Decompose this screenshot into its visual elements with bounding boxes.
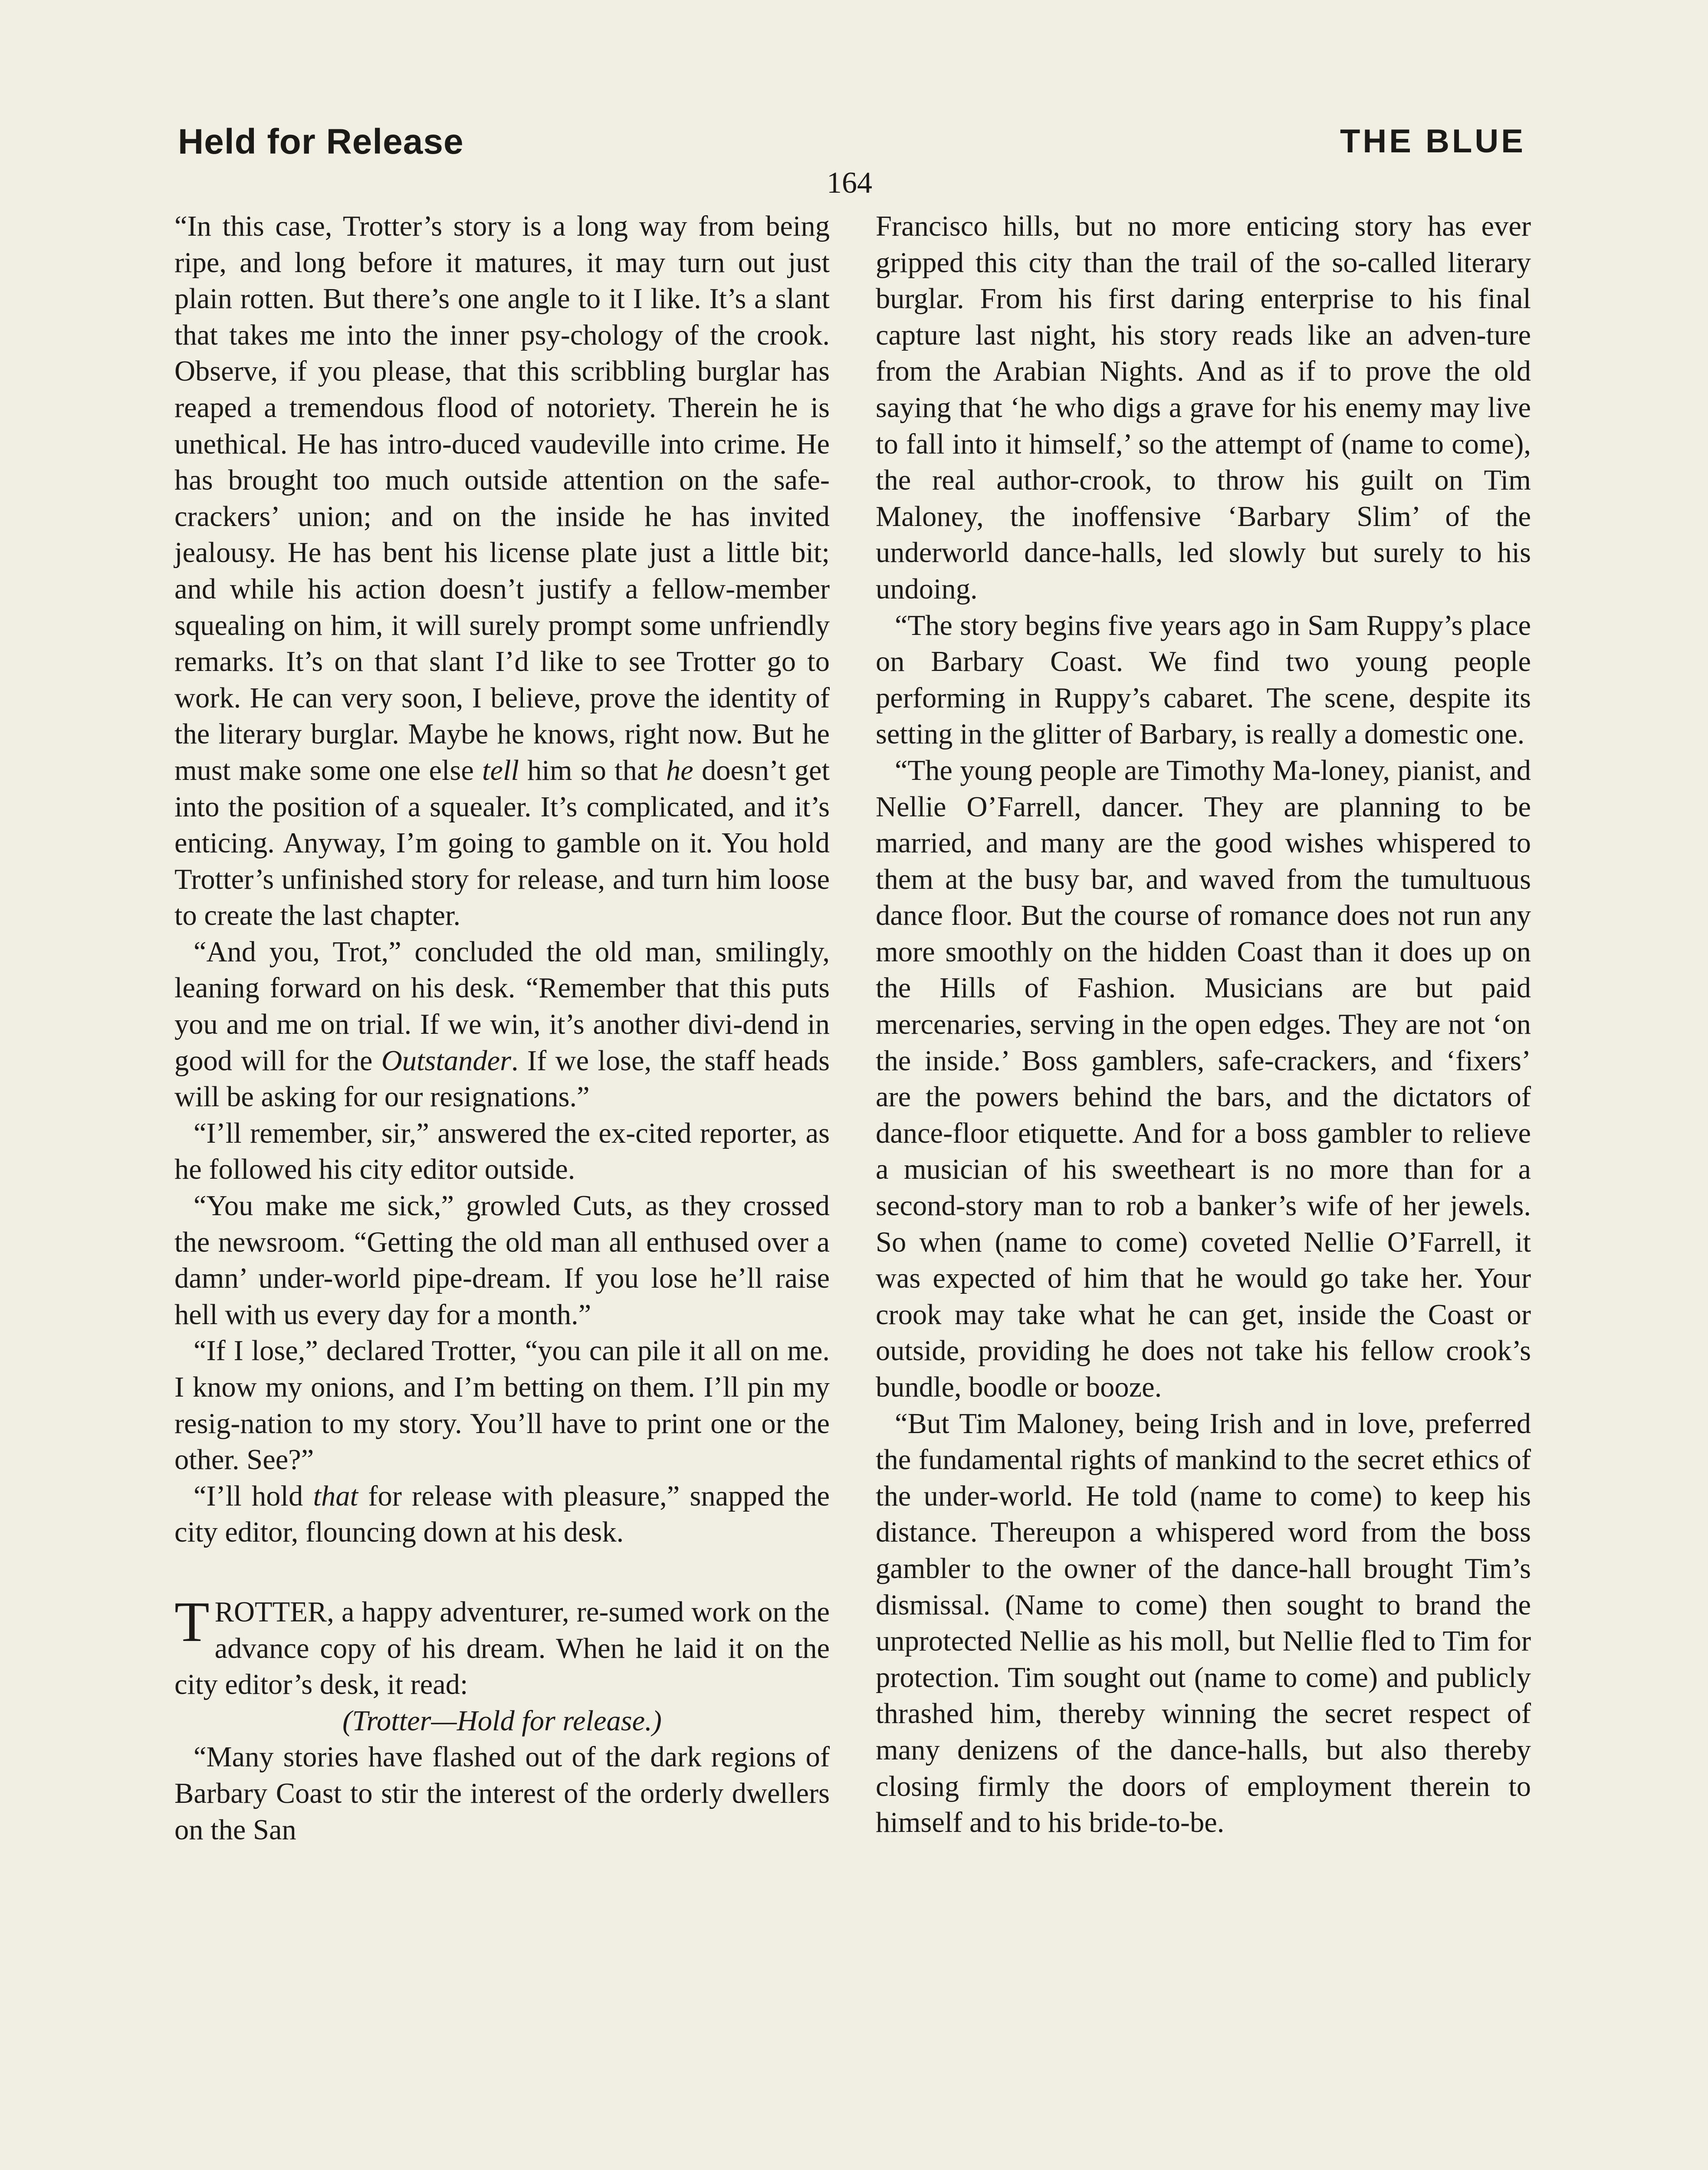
drop-cap: T bbox=[174, 1589, 210, 1654]
paragraph: “The young people are Timothy Ma-loney, pianist, and Nellie O’Farrell, dancer. They are planning to be married, and many are the good wishes whispered to them at the busy bar, and waved from the tumultuous dance floor. But the course of romance does not run any more smoothly on the hidden Coast than it does up on the Hills of Fashion. Musicians are but paid mercenaries, serving in the open edges. They are not ‘on the inside.’ Boss gamblers, safe-crackers, and ‘fixers’ are the powers behind the bars, and the dictators of dance-floor etiquette. And for a boss gambler to relieve a musician of his sweetheart is no more than for a second-story man to rob a banker’s wife of her jewels. So when (name to come) coveted Nellie O’Farrell, it was expected of him that he would go take her. Your crook may take what he can get, inside the Coast or outside, providing he does not take his fellow crook’s bundle, boodle or booze. bbox=[876, 754, 1531, 1403]
paragraph: “In this case, Trotter’s story is a long way from being ripe, and long before it matures, it may turn out just plain rotten. But there’s one angle to it I like. It’s a slant that takes me into the inner psy-chology of the crook. Observe, if you please, that this scribbling burglar has reaped a tremendous flood of notoriety. Therein he is unethical. He has intro-duced vaudeville into crime. He has brought too much outside attention on the safe-crackers’ union; and on the inside he has invited jealousy. He has bent his license plate just a little bit; and while his action doesn’t justify a fellow-member squealing on him, it will surely prompt some unfriendly remarks. It’s on that slant I’d like to see Trotter go to work. He can very soon, I believe, prove the identity of the literary burglar. Maybe he knows, right now. But he must make some one else tell him so that he doesn’t get into the position of a squealer. It’s complicated, and it’s enticing. Anyway, I’m going to gamble on it. You hold Trotter’s unfinished story for release, and turn him loose to create the last chapter. bbox=[174, 210, 830, 932]
paragraph: “If I lose,” declared Trotter, “you can pile it all on me. I know my onions, and I’m betting on them. I’ll pin my resig-nation to my story. You’ll have to print one or the other. See?” bbox=[174, 1335, 830, 1476]
release-slug: (Trotter—Hold for release.) bbox=[342, 1705, 662, 1737]
section-break bbox=[174, 1551, 830, 1594]
paragraph: “And you, Trot,” concluded the old man, smilingly, leaning forward on his desk. “Remember that this puts you and me on trial. If we win, it’s another divi-dend in good will for the Outstander. If we lose, the staff heads will be asking for our resignations.” bbox=[174, 936, 830, 1113]
left-column bbox=[174, 208, 830, 1848]
paragraph: “I’ll remember, sir,” answered the ex-cited reporter, as he followed his city editor outside. bbox=[174, 1117, 830, 1186]
paragraph: Francisco hills, but no more enticing story has ever gripped this city than the trail of the so-called literary burglar. From his first daring enterprise to his final capture last night, his story reads like an adven-ture from the Arabian Nights. And as if to prove the old saying that ‘he who digs a grave for his enemy may live to fall into it himself,’ so the attempt of (name to come), the real author-crook, to throw his guilt on Tim Maloney, the inoffensive ‘Barbary Slim’ of the underworld dance-halls, led slowly but surely to his undoing. bbox=[876, 210, 1531, 605]
paragraph: “I’ll hold that for release with pleasure,” snapped the city editor, flouncing down at his desk. bbox=[174, 1480, 830, 1549]
right-column bbox=[876, 208, 1531, 1841]
page-number: 164 bbox=[827, 166, 872, 200]
story-title: Held for Release bbox=[178, 122, 464, 161]
paragraph: “Many stories have flashed out of the dark regions of Barbary Coast to stir the interest of the orderly dwellers on the San bbox=[174, 1741, 830, 1846]
magazine-title: THE BLUE bbox=[1340, 123, 1526, 160]
paragraph: “The story begins five years ago in Sam Ruppy’s place on Barbary Coast. We find two young people performing in Ruppy’s cabaret. The scene, despite its setting in the glitter of Barbary, is really a domestic one. bbox=[876, 609, 1531, 750]
paragraph: “But Tim Maloney, being Irish and in love, preferred the fundamental rights of mankind to the secret ethics of the under-world. He told (name to come) to keep his distance. Thereupon a whispered word from the boss gambler to the owner of the dance-hall brought Tim’s dismissal. (Name to come) then sought to brand the unprotected Nellie as his moll, but Nellie fled to Tim for protection. Tim sought out (name to come) and publicly thrashed him, thereby winning the secret respect of many denizens of the dance-halls, but also thereby closing firmly the doors of employment therein to himself and to his bride-to-be. bbox=[876, 1407, 1531, 1839]
paragraph: “You make me sick,” growled Cuts, as they crossed the newsroom. “Getting the old man all enthused over a damn’ under-world pipe-dream. If you lose he’ll raise hell with us every day for a month.” bbox=[174, 1190, 830, 1331]
section-opening-paragraph: TROTTER, a happy adventurer, re-sumed work on the advance copy of his dream. When he laid it on the city editor’s desk, it read: bbox=[174, 1589, 830, 1701]
